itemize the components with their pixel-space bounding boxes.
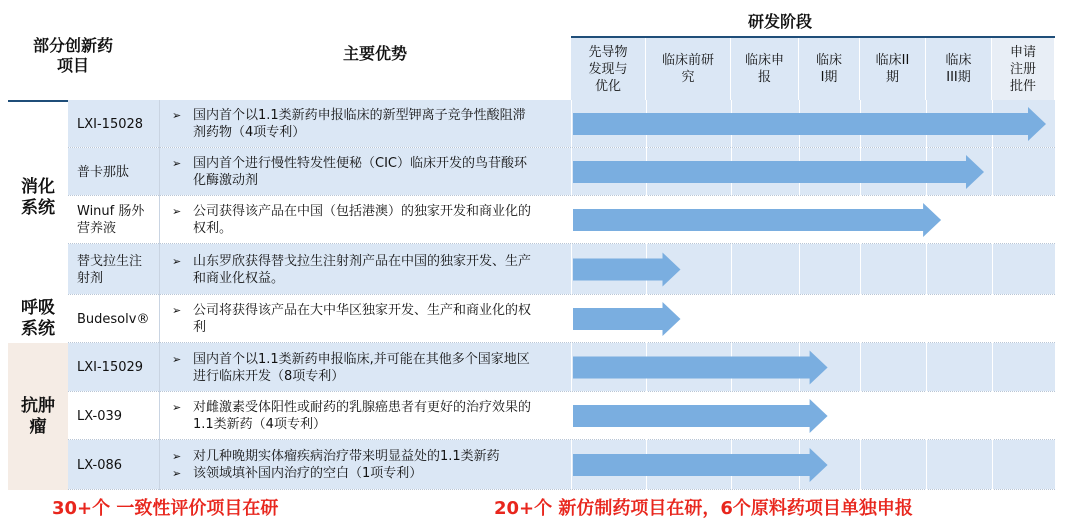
advantage-line: 国内首个以1.1类新药申报临床的新型钾离子竞争性酸阻滞 剂药物（4项专利） — [193, 108, 526, 140]
stage-header-3: 临床 I期 — [799, 38, 859, 100]
header-stage-group: 研发阶段 — [747, 12, 812, 31]
product-name: LXI-15028 — [77, 116, 144, 132]
advantage-line: 国内首个进行慢性特发性便秘（CIC）临床开发的鸟苷酸环 化酶激动剂 — [193, 156, 527, 188]
stage-header-6: 申请 注册 批件 — [992, 38, 1054, 100]
arrow-bullet-icon: ➢ — [172, 157, 182, 170]
arrow-bullet-icon: ➢ — [172, 109, 182, 122]
progress-arrow-2 — [573, 203, 941, 237]
category-oncology: 抗肿 瘤 — [21, 395, 55, 437]
arrow-bullet-icon: ➢ — [172, 352, 182, 366]
progress-arrow-4 — [573, 302, 681, 336]
progress-arrow-0 — [573, 107, 1046, 141]
advantage-line: 公司获得该产品在中国（包括港澳）的独家开发和商业化的 权利。 — [193, 204, 532, 236]
advantage-line: 山东罗欣获得替戈拉生注射剂产品在中国的独家开发、生产 和商业化权益。 — [193, 253, 532, 286]
stage-header-5: 临床 III期 — [926, 38, 991, 100]
category-digestive: 消化 系统 — [21, 176, 55, 218]
product-name: LX-039 — [77, 408, 123, 424]
stage-header-1: 临床前研 究 — [646, 38, 730, 100]
footer-consistency-projects: 30+个 一致性评价项目在研 — [52, 498, 279, 519]
progress-arrow-5 — [573, 351, 828, 385]
product-name: LXI-15029 — [77, 360, 144, 375]
progress-arrow-1 — [573, 155, 984, 189]
advantage-line: 对雌激素受体阳性或耐药的乳腺癌患者有更好的治疗效果的 1.1类新药（4项专利） — [193, 400, 532, 432]
arrow-bullet-icon: ➢ — [172, 254, 182, 268]
stage-header-2: 临床申 报 — [731, 38, 798, 100]
advantage-line: 国内首个以1.1类新药申报临床,并可能在其他多个国家地区 进行临床开发（8项专利） — [193, 351, 530, 384]
header-category: 部分创新药 项目 — [32, 36, 113, 75]
arrow-bullet-icon: ➢ — [172, 205, 182, 218]
product-name: Budesolv® — [77, 311, 150, 327]
progress-arrow-7 — [573, 448, 828, 482]
product-name: 普卡那肽 — [77, 164, 130, 180]
product-name: Winuf 肠外 营养液 — [77, 204, 145, 236]
product-name: 替戈拉生注 射剂 — [77, 253, 143, 286]
arrow-bullet-icon: ➢ — [172, 401, 182, 414]
stage-header-4: 临床II 期 — [860, 38, 925, 100]
category-respiratory: 呼吸 系统 — [21, 298, 55, 339]
advantage-line: 对几种晚期实体瘤疾病治疗带来明显益处的1.1类新药 — [193, 449, 500, 464]
progress-arrow-6 — [573, 399, 828, 433]
arrow-bullet-icon: ➢ — [172, 304, 182, 317]
header-advantage: 主要优势 — [342, 44, 407, 63]
product-name: LX-086 — [77, 457, 123, 473]
progress-arrow-3 — [573, 253, 681, 287]
advantage-line: 公司将获得该产品在大中华区独家开发、生产和商业化的权 利 — [193, 303, 532, 335]
footer-generic-projects: 20+个 新仿制药项目在研，6个原料药项目单独申报 — [494, 498, 913, 519]
advantage-line: 该领域填补国内治疗的空白（1项专利） — [193, 466, 423, 481]
arrow-bullet-icon: ➢ — [172, 467, 182, 480]
arrow-bullet-icon: ➢ — [172, 450, 182, 463]
stage-header-0: 先导物 发现与 优化 — [571, 38, 645, 100]
